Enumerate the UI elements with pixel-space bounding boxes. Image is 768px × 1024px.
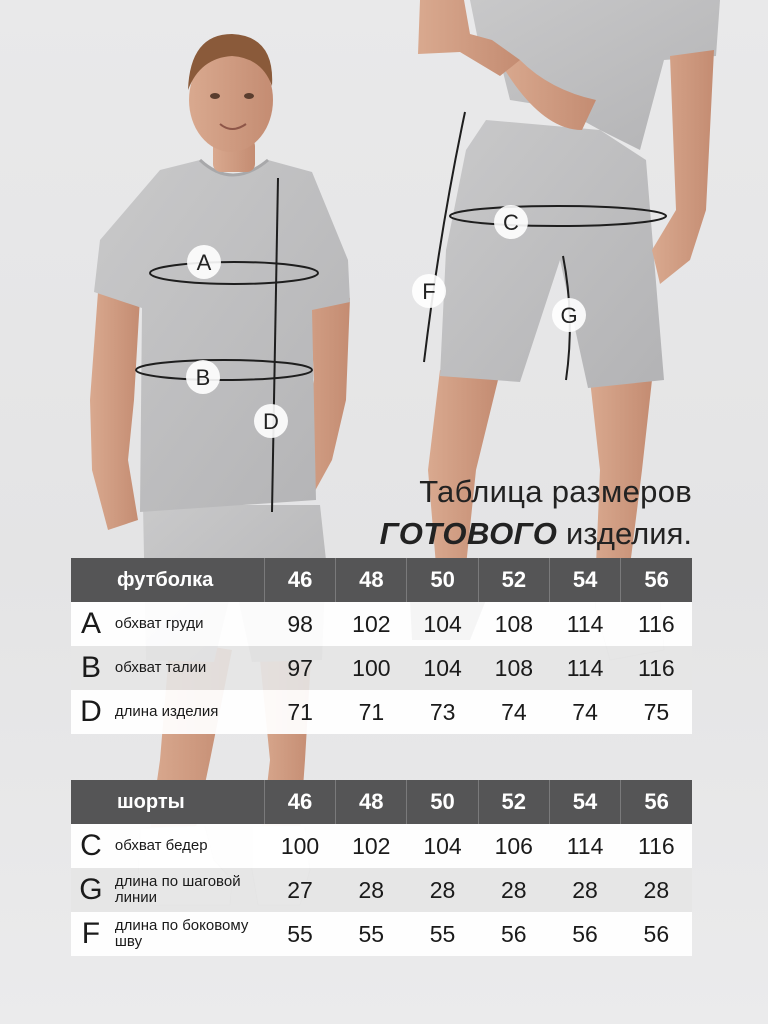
shorts-table-title: шорты bbox=[117, 790, 185, 813]
size-header: 56 bbox=[621, 558, 692, 602]
row-letter: B bbox=[80, 651, 101, 684]
heading-rest: изделия. bbox=[557, 516, 692, 551]
table-cell: 75 bbox=[643, 698, 670, 725]
table-cell: 56 bbox=[643, 920, 670, 947]
table-cell: 73 bbox=[429, 698, 456, 725]
table-cell: 55 bbox=[358, 920, 385, 947]
marker-c-label: C bbox=[503, 210, 519, 235]
row-label: обхват талии bbox=[114, 659, 207, 676]
table-cell: 27 bbox=[287, 876, 313, 903]
table-cell: 56 bbox=[500, 920, 527, 947]
heading-bold-word: ГОТОВОГО bbox=[379, 516, 558, 551]
table-cell: 56 bbox=[572, 920, 598, 947]
row-label: обхват груди bbox=[114, 615, 204, 632]
table-cell: 106 bbox=[494, 832, 533, 859]
size-header: 48 bbox=[336, 780, 407, 824]
tshirt-header-row bbox=[71, 558, 692, 602]
size-header: 50 bbox=[407, 780, 478, 824]
table-row bbox=[71, 868, 692, 912]
table-cell: 28 bbox=[429, 876, 456, 903]
table-cell: 55 bbox=[429, 920, 456, 947]
table-cell: 114 bbox=[566, 654, 604, 681]
marker-g-label: G bbox=[560, 303, 578, 328]
row-label: длина по шаговой линии bbox=[114, 873, 241, 906]
row-letter: D bbox=[80, 695, 102, 728]
size-header: 54 bbox=[549, 558, 620, 602]
table-cell: 116 bbox=[638, 610, 675, 637]
size-header: 46 bbox=[264, 780, 335, 824]
row-label: обхват бедер bbox=[114, 837, 208, 854]
left-model bbox=[90, 34, 350, 905]
table-cell: 98 bbox=[287, 610, 313, 637]
table-cell: 28 bbox=[643, 876, 670, 903]
row-label: длина изделия bbox=[114, 703, 219, 720]
shorts-header-row bbox=[71, 780, 692, 824]
table-row bbox=[71, 912, 692, 956]
table-row bbox=[71, 646, 692, 690]
size-header: 50 bbox=[407, 558, 478, 602]
marker-f-label: F bbox=[422, 279, 436, 304]
table-cell: 114 bbox=[566, 610, 604, 637]
heading-line-1: Таблица размеров bbox=[419, 474, 692, 509]
size-header: 54 bbox=[549, 780, 620, 824]
table-cell: 100 bbox=[352, 654, 391, 681]
tshirt-table-title: футболка bbox=[117, 568, 214, 591]
table-cell: 100 bbox=[280, 832, 320, 859]
table-cell: 116 bbox=[637, 832, 675, 859]
row-label: длина по боковому шву bbox=[114, 917, 249, 950]
marker-d-label: D bbox=[263, 409, 279, 434]
table-cell: 114 bbox=[566, 832, 604, 859]
table-cell: 102 bbox=[352, 610, 391, 637]
marker-a-label: A bbox=[196, 250, 212, 275]
row-letter: G bbox=[79, 873, 103, 906]
marker-b-label: B bbox=[195, 365, 211, 390]
table-cell: 104 bbox=[423, 654, 462, 681]
shorts-size-table bbox=[71, 780, 692, 956]
table-row bbox=[71, 602, 692, 646]
table-cell: 116 bbox=[638, 654, 675, 681]
tshirt-size-table bbox=[71, 558, 692, 734]
table-cell: 108 bbox=[494, 610, 534, 637]
row-letter: C bbox=[80, 829, 102, 862]
size-chart-heading bbox=[380, 474, 692, 552]
size-header: 46 bbox=[265, 558, 336, 602]
table-cell: 74 bbox=[572, 698, 598, 725]
heading-line-2 bbox=[380, 516, 692, 552]
table-cell: 28 bbox=[500, 876, 527, 903]
table-cell: 28 bbox=[572, 876, 598, 903]
size-header: 48 bbox=[336, 558, 407, 602]
row-letter: F bbox=[81, 917, 101, 950]
size-header: 56 bbox=[621, 780, 692, 824]
table-cell: 74 bbox=[501, 698, 527, 725]
table-cell: 71 bbox=[287, 698, 313, 725]
size-header: 52 bbox=[478, 558, 549, 602]
table-cell: 108 bbox=[494, 654, 534, 681]
row-letter: A bbox=[80, 607, 101, 640]
table-cell: 104 bbox=[423, 832, 462, 859]
table-row bbox=[71, 690, 692, 734]
table-cell: 28 bbox=[358, 876, 385, 903]
table-cell: 104 bbox=[423, 610, 462, 637]
table-cell: 97 bbox=[287, 654, 313, 681]
table-cell: 55 bbox=[287, 920, 313, 947]
table-row bbox=[71, 824, 692, 868]
size-header: 52 bbox=[478, 780, 549, 824]
table-cell: 102 bbox=[352, 832, 391, 859]
table-cell: 71 bbox=[358, 698, 385, 725]
